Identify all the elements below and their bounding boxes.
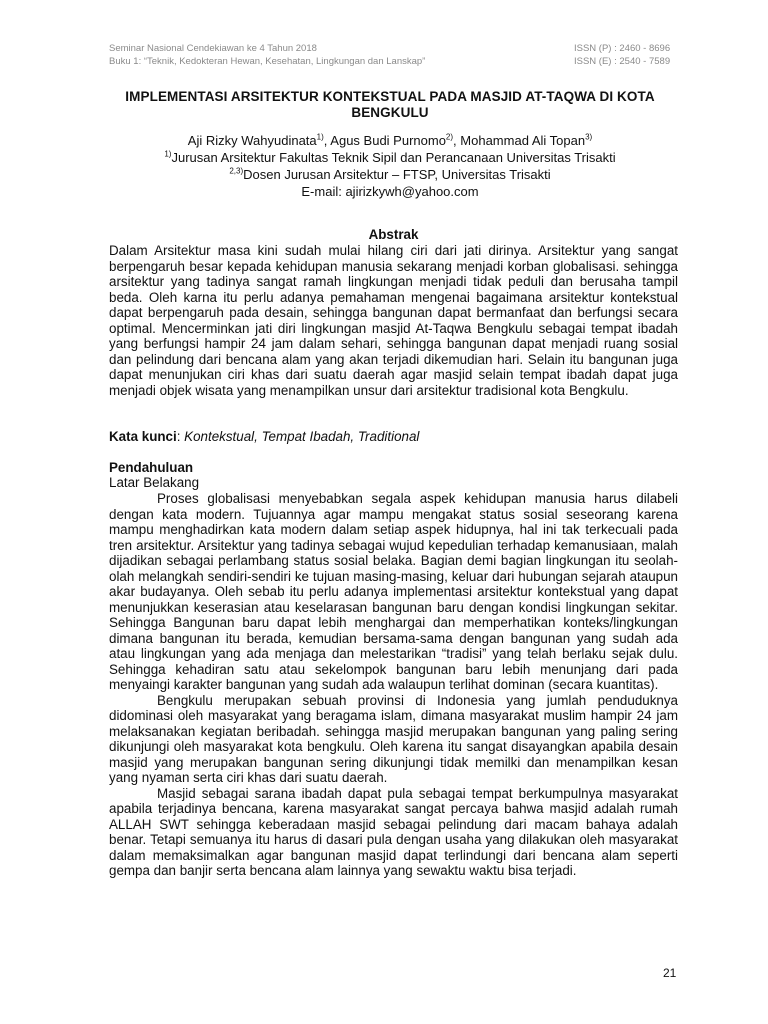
paragraph: Proses globalisasi menyebabkan segala aspek kehidupan manusia harus dilabeli dengan kata modern. Tujuannya agar mampu mengakat status sosial seseorang karena mampu menghadirkan kata modern dalam setiap aspek hidupnya, hal ini tak terkecuali pada tren arsitektur. Arsitektur yang tadinya sebagai wujud kepedulian terhadap kemanusiaan, malah dijadikan sebagai perlambang status sosial belaka. Bagian demi bagian lingkungan itu seolah-olah melangkah sendiri-sendiri ke tujuan masing-masing, keluar dari hubungan sejarah ataupun akar budayanya. Oleh sebab itu perlu adanya implementasi arsitektur kontekstual yang dapat menunjukkan keserasian atau keselarasan bangunan baru dengan kondisi lingkungan sekitar. Sehingga Bangunan baru dapat lebih menghargai dan memperhatikan konteks/lingkungan dimana bangunan itu berada, kemudian bersama-sama dengan bangunan yang sudah ada atau lingkungan yang ada menjaga dan melestarikan “tradisi” yang telah berlaku sejak dulu. Sehingga kehadiran satu atau sekelompok bangunan baru lebih menunjang dari pada menyaingi karakter bangunan yang sudah ada walaupun terlihat dominan (secara kuantitas). xyxy=(109,491,678,692)
issn-print: ISSN (P) : 2460 - 8696 xyxy=(574,43,671,54)
affiliation-2-mark: 2,3) xyxy=(229,166,244,176)
affiliation-2-text: Dosen Jurusan Arsitektur – FTSP, Universitas Trisakti xyxy=(243,167,551,182)
author-line: Aji Rizky Wahyudinata$^{1)}$, Agus Budi Purnomo$^{2)}$, Mohammad Ali Topan$^{3)}$ xyxy=(187,132,593,148)
keywords-label: Kata kunci xyxy=(109,429,177,444)
author-3: Mohammad Ali Topan xyxy=(460,133,586,148)
affiliation-1-mark: 1) xyxy=(164,149,172,159)
page-number: 21 xyxy=(663,966,677,980)
abstract-heading: Abstrak xyxy=(368,227,419,242)
author-3-mark: 3) xyxy=(585,132,593,142)
keywords-separator: : xyxy=(176,429,185,444)
paper-title: IMPLEMENTASI ARSITEKTUR KONTEKSTUAL PADA MASJID AT-TAQWA DI KOTA BENGKULU xyxy=(125,89,655,120)
seminar-name: Seminar Nasional Cendekiawan ke 4 Tahun 2018 xyxy=(109,43,317,54)
book-title: Buku 1: “Teknik, Kedokteran Hewan, Kesehatan, Lingkungan dan Lanskap” xyxy=(109,55,426,67)
author-2-mark: 2) xyxy=(445,132,454,142)
body-text xyxy=(109,491,678,879)
author-2: Agus Budi Purnomo xyxy=(330,133,446,148)
issn-electronic: ISSN (E) : 2540 - 7589 xyxy=(574,55,671,67)
affiliation-1 xyxy=(100,149,680,166)
section-heading: Pendahuluan xyxy=(109,460,194,475)
running-header-right xyxy=(574,43,670,68)
author-1: Aji Rizky Wahyudinata xyxy=(187,133,317,148)
author-email: E-mail: ajirizkywh@yahoo.com xyxy=(301,184,479,199)
author-block xyxy=(100,132,680,200)
paragraph: Masjid sebagai sarana ibadah dapat pula sebagai tempat berkumpulnya masyarakat apabila terjadinya bencana, karena masyarakat sangat percaya bahwa masjid adalah rumah ALLAH SWT sehingga keberadaan masjid sebagai pelindung dari macam bahaya adalah benar. Tetapi semuanya itu harus di dasari pula dengan usaha yang dilakukan oleh masyarakat dalam memaksimalkan agar bangunan masjid dapat terlindungi dari bencana alam seperti gempa dan banjir serta bencana alam lainnya yang sewaktu waktu bisa terjadi. xyxy=(109,785,678,878)
affiliation-2 xyxy=(100,166,680,183)
paragraph: Bengkulu merupakan sebuah provinsi di Indonesia yang jumlah penduduknya didominasi oleh masyarakat yang beragama islam, dimana masyarakat muslim hampir 24 jam melaksanakan kegiatan beribadah. sehingga masjid merupakan bangunan yang paling sering dikunjungi oleh masyarakat kota bengkulu. Oleh karena itu sangat disayangkan apabila desain masjid yang merupakan bangunan sering dikunjungi tidak memilki dan menampilkan kesan yang nyaman serta ciri khas dari suatu daerah. xyxy=(109,692,678,785)
author-1-mark: 1) xyxy=(316,132,324,142)
abstract-text: Dalam Arsitektur masa kini sudah mulai hilang ciri dari jati dirinya. Arsitektur yang sangat berpengaruh besar kepada kehidupan manusia sekarang menjadi korban globalisasi. sehingga arsitektur yang tadinya sangat ramah lingkungan menjadi tidak peduli dan berusaha tampil beda. Oleh karna itu perlu adanya pemahaman mengenai bagaimana arsitektur kontekstual dapat berpengaruh pada desain, sehingga bangunan dapat bermanfaat dan berfungsi secara optimal. Mencerminkan jati diri lingkungan masjid At-Taqwa Bengkulu sebagai tempat ibadah yang berfungsi hampir 24 jam dalam sehari, sehingga bangunan dapat menjadi ruang sosial dan pelindung dari bencana alam yang akan terjadi dikemudian hari. Selain itu bangunan juga dapat menunjukan ciri khas dari suatu daerah agar masjid selain tempat ibadah dapat juga menjadi objek wisata yang menampilkan unsur dari arsitektur tradisional kota Bengkulu. xyxy=(109,243,678,398)
keywords-terms: Kontekstual, Tempat Ibadah, Traditional xyxy=(184,429,420,444)
keywords xyxy=(109,429,678,445)
affiliation-1-text: Jurusan Arsitektur Fakultas Teknik Sipil dan Perancanaan Universitas Trisakti xyxy=(171,150,616,165)
running-header-left xyxy=(109,43,425,68)
subsection-heading: Latar Belakang xyxy=(109,475,200,490)
